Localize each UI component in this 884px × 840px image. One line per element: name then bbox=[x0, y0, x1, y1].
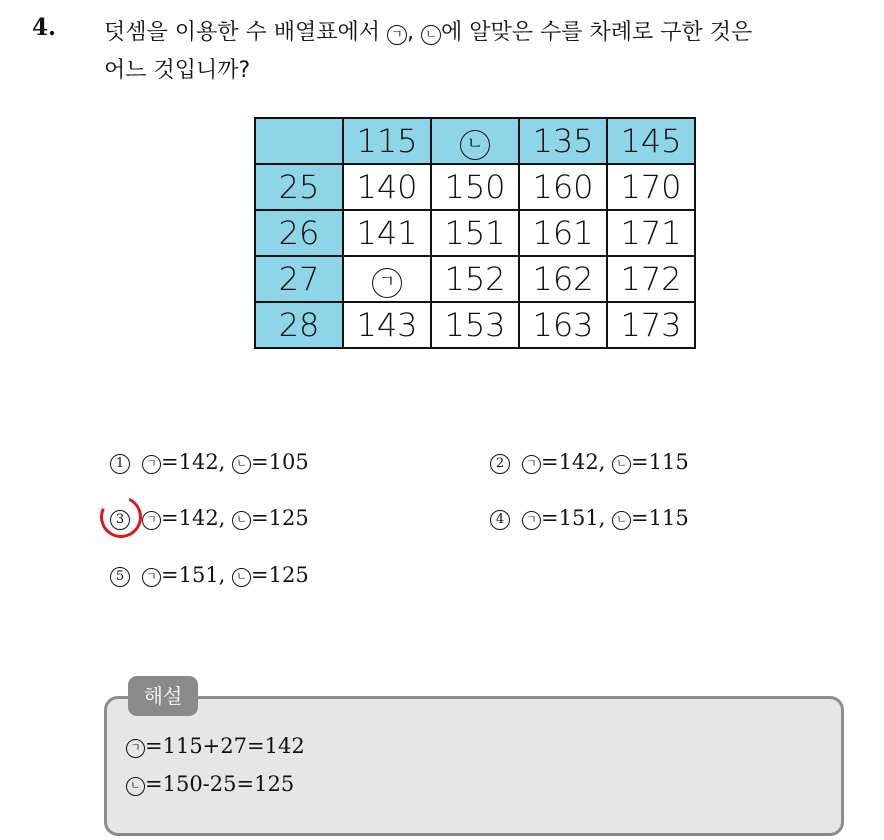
table-row bbox=[255, 164, 695, 210]
table-header-cell: 115 bbox=[343, 118, 431, 164]
table-row bbox=[255, 256, 695, 302]
table-header-row bbox=[255, 118, 695, 164]
table-cell: 141 bbox=[343, 210, 431, 256]
choice-number: 1 bbox=[110, 454, 130, 474]
question-text-part2: 에 알맞은 수를 차례로 구한 것은 bbox=[441, 20, 753, 45]
choice-number: 2 bbox=[490, 454, 510, 474]
solution-tag: 해설 bbox=[128, 676, 198, 716]
circled-letter-b: ㄴ bbox=[232, 455, 251, 474]
table-cell: 152 bbox=[431, 256, 519, 302]
circled-letter-a: ㄱ bbox=[522, 511, 541, 530]
table-cell: 172 bbox=[607, 256, 695, 302]
table-row bbox=[255, 210, 695, 256]
row-header-cell: 25 bbox=[255, 164, 343, 210]
question-text bbox=[104, 14, 874, 90]
table-cell: 173 bbox=[607, 302, 695, 348]
question-comma: , bbox=[407, 20, 421, 45]
choice-2[interactable] bbox=[490, 450, 689, 474]
question-text-part1: 덧셈을 이용한 수 배열표에서 bbox=[104, 20, 387, 45]
table-cell: 143 bbox=[343, 302, 431, 348]
question-text-line2: 어느 것입니까? bbox=[104, 58, 251, 83]
choice-value-b: =115 bbox=[631, 450, 689, 474]
table-header-cell-b bbox=[431, 118, 519, 164]
circled-letter-a: ㄱ bbox=[522, 455, 541, 474]
table-row bbox=[255, 302, 695, 348]
choice-number: 4 bbox=[490, 510, 510, 530]
circled-letter-a: ㄱ bbox=[387, 25, 407, 45]
circled-letter-b: ㄴ bbox=[421, 25, 441, 45]
table-cell-a bbox=[343, 256, 431, 302]
question-number: 4. bbox=[32, 14, 57, 41]
circled-letter-b: ㄴ bbox=[232, 511, 251, 530]
circled-letter-a: ㄱ bbox=[142, 568, 161, 587]
circled-letter-b: ㄴ bbox=[126, 777, 145, 796]
row-header-cell: 28 bbox=[255, 302, 343, 348]
solution-line-2 bbox=[126, 772, 294, 796]
choice-value-a: =142, bbox=[541, 450, 613, 474]
table-cell: 153 bbox=[431, 302, 519, 348]
choice-value-a: =142, bbox=[161, 450, 233, 474]
table-header-cell: 135 bbox=[519, 118, 607, 164]
choice-value-a: =151, bbox=[541, 506, 613, 530]
addition-table bbox=[254, 117, 696, 349]
circled-letter-a: ㄱ bbox=[372, 268, 402, 298]
solution-box bbox=[104, 696, 844, 836]
circled-letter-b: ㄴ bbox=[612, 511, 631, 530]
table-cell: 140 bbox=[343, 164, 431, 210]
row-header-cell: 27 bbox=[255, 256, 343, 302]
table-cell: 161 bbox=[519, 210, 607, 256]
solution-line-2-text: =150-25=125 bbox=[145, 772, 295, 796]
table-header-cell: 145 bbox=[607, 118, 695, 164]
solution-line-1-text: =115+27=142 bbox=[145, 734, 305, 758]
choice-number: 3 bbox=[110, 510, 130, 530]
table-cell: 171 bbox=[607, 210, 695, 256]
circled-letter-b: ㄴ bbox=[460, 130, 490, 160]
solution-line-1 bbox=[126, 734, 305, 758]
table-cell: 150 bbox=[431, 164, 519, 210]
circled-letter-a: ㄱ bbox=[126, 739, 145, 758]
circled-letter-a: ㄱ bbox=[142, 511, 161, 530]
table-corner-cell bbox=[255, 118, 343, 164]
answer-mark-circle bbox=[94, 490, 148, 544]
table-cell: 170 bbox=[607, 164, 695, 210]
choice-4[interactable] bbox=[490, 506, 689, 530]
choice-value-a: =151, bbox=[161, 563, 233, 587]
choice-value-b: =105 bbox=[251, 450, 309, 474]
table-cell: 160 bbox=[519, 164, 607, 210]
circled-letter-a: ㄱ bbox=[142, 455, 161, 474]
row-header-cell: 26 bbox=[255, 210, 343, 256]
table-cell: 162 bbox=[519, 256, 607, 302]
choice-value-b: =115 bbox=[631, 506, 689, 530]
choice-value-b: =125 bbox=[251, 563, 309, 587]
choice-number: 5 bbox=[110, 567, 130, 587]
circled-letter-b: ㄴ bbox=[612, 455, 631, 474]
choice-value-a: =142, bbox=[161, 506, 233, 530]
circled-letter-b: ㄴ bbox=[232, 568, 251, 587]
table-cell: 151 bbox=[431, 210, 519, 256]
choice-value-b: =125 bbox=[251, 506, 309, 530]
choice-1[interactable] bbox=[110, 450, 309, 474]
table-cell: 163 bbox=[519, 302, 607, 348]
choice-5[interactable] bbox=[110, 563, 309, 587]
